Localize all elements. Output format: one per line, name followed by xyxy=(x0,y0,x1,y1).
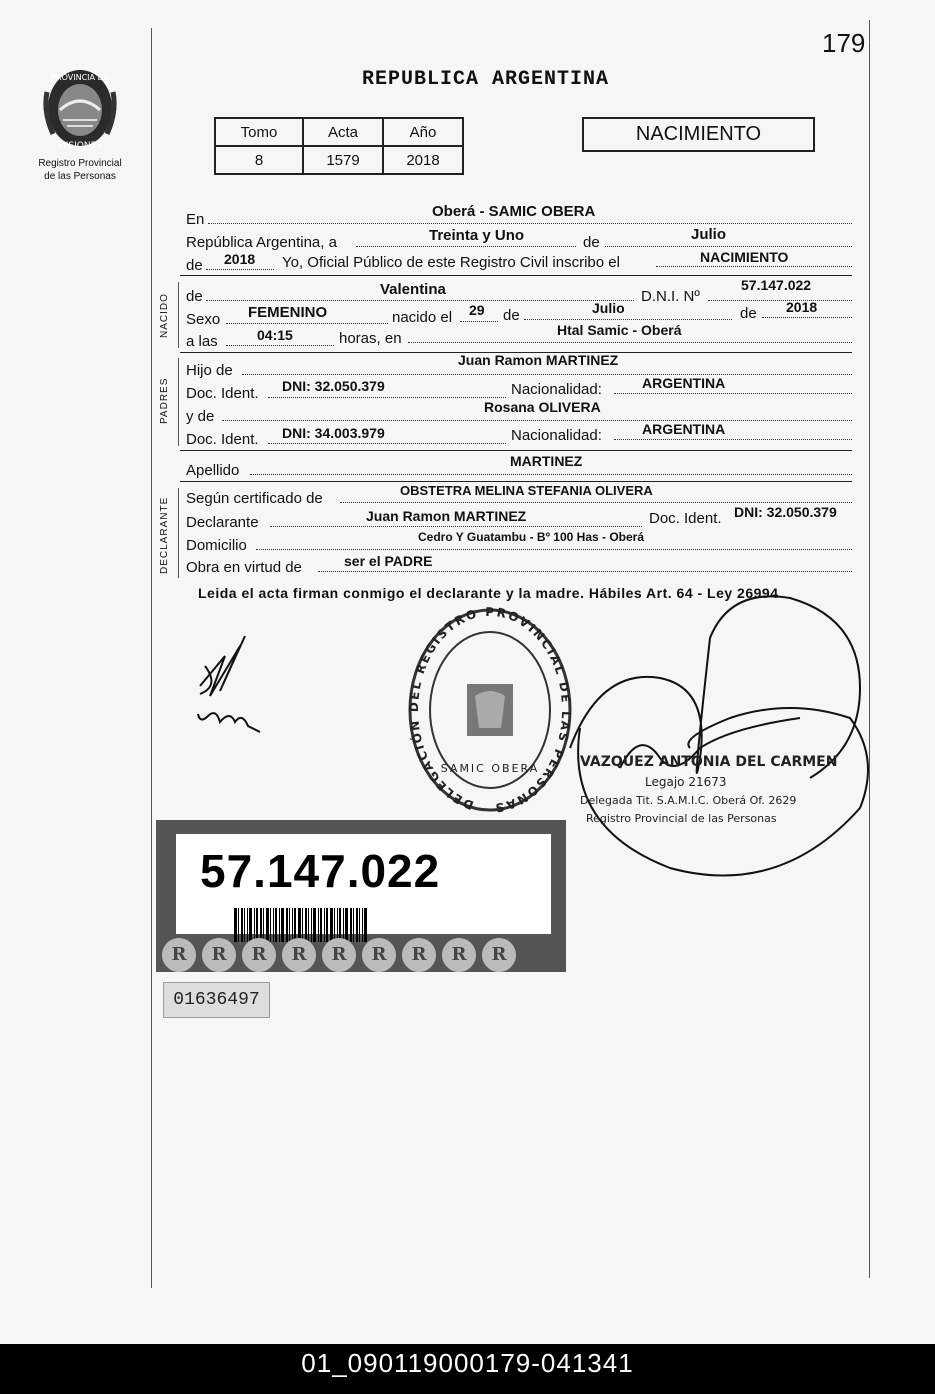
registry-value-acta: 1579 xyxy=(303,146,383,174)
barcode-bar xyxy=(311,908,312,942)
barcode-bar xyxy=(318,908,319,942)
sexo-label: Sexo xyxy=(186,311,221,328)
hora-value: 04:15 xyxy=(257,327,293,343)
certificado-value: OBSTETRA MELINA STEFANIA OLIVERA xyxy=(400,483,653,498)
dotted-line xyxy=(708,300,852,301)
barcode-bar xyxy=(244,908,245,942)
security-r-glyph: R xyxy=(442,938,476,972)
barcode-bar xyxy=(260,908,262,942)
nombre-value: Valentina xyxy=(380,281,446,298)
registry-header-row xyxy=(215,118,463,146)
fecha-anio-value: 2018 xyxy=(224,251,256,267)
inscribo-value: NACIMIENTO xyxy=(700,249,789,265)
section-divider xyxy=(180,481,852,482)
madre-value: Rosana OLIVERA xyxy=(484,399,601,415)
apellido-label: Apellido xyxy=(186,462,240,479)
barcode-bar xyxy=(324,908,325,942)
certification-text: Leida el acta firman conmigo el declarante y la madre. Hábiles Art. 64 - Ley 26994 xyxy=(198,585,779,601)
nacido-side-label: NACIDO xyxy=(159,293,170,338)
domicilio-label: Domicilio xyxy=(186,537,247,554)
barcode-bar xyxy=(313,908,316,942)
declarante-doc-value: DNI: 32.050.379 xyxy=(734,504,837,520)
act-type-box: NACIMIENTO xyxy=(582,117,815,152)
declarante-side-label: DECLARANTE xyxy=(159,496,170,574)
barcode-bar xyxy=(326,908,328,942)
barcode-bar xyxy=(254,908,255,942)
de-anio-label: de xyxy=(186,257,203,274)
y-de-label: y de xyxy=(186,408,215,425)
dotted-line xyxy=(656,266,852,267)
padre-doc-value: DNI: 32.050.379 xyxy=(282,378,385,394)
hijo-de-label: Hijo de xyxy=(186,362,233,379)
dotted-line xyxy=(226,323,388,324)
registry-table xyxy=(214,117,464,175)
security-r-glyph: R xyxy=(402,938,436,972)
document-title: REPUBLICA ARGENTINA xyxy=(362,68,610,91)
barcode-bar xyxy=(266,908,269,942)
security-r-glyph: R xyxy=(242,938,276,972)
lugar-value: Htal Samic - Oberá xyxy=(557,322,682,338)
barcode-bar xyxy=(320,908,322,942)
barcode-bar xyxy=(263,908,264,942)
dotted-line xyxy=(460,321,498,322)
registry-value-tomo: 8 xyxy=(215,146,303,174)
dotted-line xyxy=(250,474,852,475)
barcode-bar xyxy=(359,908,360,942)
dotted-line xyxy=(242,374,852,375)
barcode-bar xyxy=(334,908,335,942)
declarante-value: Juan Ramon MARTINEZ xyxy=(366,508,527,524)
fecha-dia-value: Treinta y Uno xyxy=(429,227,525,244)
dotted-line xyxy=(605,246,852,247)
security-r-glyph: R xyxy=(322,938,356,972)
sexo-value: FEMENINO xyxy=(248,304,328,321)
dotted-line xyxy=(408,342,852,343)
barcode-bar xyxy=(337,908,338,942)
dotted-line xyxy=(356,246,576,247)
barcode-bar xyxy=(241,908,243,942)
barcode-bar xyxy=(292,908,293,942)
dni-number-label xyxy=(156,820,566,972)
dotted-line xyxy=(206,269,274,270)
security-r-glyph: R xyxy=(362,938,396,972)
declarante-bracket-line xyxy=(178,488,179,578)
nacido-de-label: de xyxy=(186,288,203,305)
a-las-label: a las xyxy=(186,333,218,350)
madre-doc-value: DNI: 34.003.979 xyxy=(282,425,385,441)
official-cargo: Delegada Tit. S.A.M.I.C. Oberá Of. 2629 xyxy=(580,794,797,807)
dotted-line xyxy=(206,300,634,301)
nacido-bracket-line xyxy=(178,282,179,348)
barcode-bar xyxy=(350,908,352,942)
padre-nacionalidad-label: Nacionalidad: xyxy=(511,381,602,398)
dni-label-inner xyxy=(176,834,551,934)
dotted-line xyxy=(318,571,852,572)
madre-doc-label: Doc. Ident. xyxy=(186,431,259,448)
dni-big-number: 57.147.022 xyxy=(200,845,441,897)
barcode-bar xyxy=(294,908,296,942)
barcode-bar xyxy=(256,908,258,942)
dotted-line xyxy=(614,393,852,394)
dotted-line xyxy=(614,439,852,440)
barcode-bar xyxy=(289,908,290,942)
yo-label: Yo, Oficial Público de este Registro Civil inscribo el xyxy=(282,254,620,271)
dotted-line xyxy=(222,420,852,421)
barcode-bar xyxy=(362,908,363,942)
barcode-bar xyxy=(330,908,333,942)
apellido-value: MARTINEZ xyxy=(510,453,583,469)
barcode-bar xyxy=(364,908,367,942)
dotted-line xyxy=(270,526,642,527)
padres-side-label: PADRES xyxy=(159,377,170,424)
dotted-line xyxy=(340,502,852,503)
obra-label: Obra en virtud de xyxy=(186,559,302,576)
official-seal xyxy=(405,604,575,824)
emblem-top-text: PROVINCIA DE xyxy=(51,73,109,82)
serial-sticker: 01636497 xyxy=(163,982,270,1018)
emblem-bottom-text: MISIONES xyxy=(57,141,103,151)
barcode-bar xyxy=(238,908,239,942)
section-divider xyxy=(180,275,852,276)
en-label: En xyxy=(186,211,205,228)
logo-caption-line2: de las Personas xyxy=(44,171,116,182)
nacido-el-label: nacido el xyxy=(392,309,453,326)
official-legajo: Legajo 21673 xyxy=(645,775,727,789)
page-number: 179 xyxy=(822,28,866,58)
dotted-line xyxy=(524,319,732,320)
section-divider xyxy=(180,450,852,451)
barcode-bar xyxy=(345,908,348,942)
declarante-doc-label: Doc. Ident. xyxy=(649,510,722,527)
padre-value: Juan Ramon MARTINEZ xyxy=(458,352,619,368)
official-organismo: Registro Provincial de las Personas xyxy=(586,812,777,825)
barcode-bar xyxy=(339,908,341,942)
nacido-dia-value: 29 xyxy=(469,302,485,318)
seal-outer-text: DELEGACIÓN DEL REGISTRO PROVINCIAL DE LAS PERSONAS xyxy=(406,604,574,816)
padres-bracket-line xyxy=(178,358,179,446)
barcode-bar xyxy=(234,908,237,942)
barcode-bar xyxy=(281,908,284,942)
registry-value-anio: 2018 xyxy=(383,146,463,174)
registry-header-anio: Año xyxy=(383,118,463,146)
barcode-bar xyxy=(273,908,274,942)
padre-doc-label: Doc. Ident. xyxy=(186,385,259,402)
registry-header-acta: Acta xyxy=(303,118,383,146)
en-value: Oberá - SAMIC OBERA xyxy=(432,203,596,220)
registry-header-tomo: Tomo xyxy=(215,118,303,146)
registry-value-row xyxy=(215,146,463,174)
declarante-signature xyxy=(190,626,290,746)
fecha-mes-value: Julio xyxy=(691,226,727,243)
nacido-de-label-3: de xyxy=(740,305,757,322)
barcode-bar xyxy=(249,908,252,942)
barcode-bar xyxy=(270,908,271,942)
logo-caption-line1: Registro Provincial xyxy=(38,158,122,169)
barcode-bar xyxy=(279,908,280,942)
dotted-line xyxy=(208,223,852,224)
registry-logo xyxy=(30,62,130,183)
barcode-bar xyxy=(308,908,309,942)
de-label: de xyxy=(583,234,600,251)
security-r-glyph: R xyxy=(202,938,236,972)
official-signature xyxy=(560,578,880,888)
barcode-bar xyxy=(286,908,288,942)
dotted-line xyxy=(268,397,506,398)
security-r-glyph: R xyxy=(162,938,196,972)
nacido-anio-value: 2018 xyxy=(786,299,818,315)
horas-en-label: horas, en xyxy=(339,330,402,347)
nacido-mes-value: Julio xyxy=(592,300,625,316)
left-margin-line xyxy=(151,28,152,1288)
madre-nacionalidad-label: Nacionalidad: xyxy=(511,427,602,444)
barcode-bar xyxy=(353,908,354,942)
barcode-bar xyxy=(305,908,307,942)
nacido-dni-value: 57.147.022 xyxy=(741,277,812,293)
republica-label: República Argentina, a xyxy=(186,234,337,251)
barcode-bar xyxy=(298,908,301,942)
footer-document-id: 01_090119000179-041341 xyxy=(301,1348,634,1378)
dotted-line xyxy=(762,317,852,318)
obra-value: ser el PADRE xyxy=(344,553,433,569)
nacido-de-label-2: de xyxy=(503,307,520,324)
dni-label: D.N.I. Nº xyxy=(641,288,700,305)
security-r-glyph: R xyxy=(282,938,316,972)
security-pattern-row xyxy=(156,938,566,972)
dotted-line xyxy=(226,345,334,346)
dotted-line xyxy=(268,443,506,444)
security-r-glyph: R xyxy=(482,938,516,972)
declarante-label: Declarante xyxy=(186,514,259,531)
seal-inner-text: SAMIC OBERA xyxy=(440,762,540,775)
barcode-bar xyxy=(275,908,277,942)
domicilio-value: Cedro Y Guatambu - Bº 100 Has - Oberá xyxy=(418,530,645,544)
barcode-bar xyxy=(247,908,248,942)
dni-barcode xyxy=(234,908,454,942)
segun-certificado-label: Según certificado de xyxy=(186,490,323,507)
padre-nacionalidad-value: ARGENTINA xyxy=(642,375,726,391)
barcode-bar xyxy=(343,908,344,942)
provincial-emblem-icon xyxy=(35,62,125,152)
official-name: VAZQUEZ ANTONIA DEL CARMEN xyxy=(580,754,838,770)
dotted-line xyxy=(256,549,852,550)
madre-nacionalidad-value: ARGENTINA xyxy=(642,421,726,437)
barcode-bar xyxy=(302,908,303,942)
barcode-bar xyxy=(356,908,358,942)
